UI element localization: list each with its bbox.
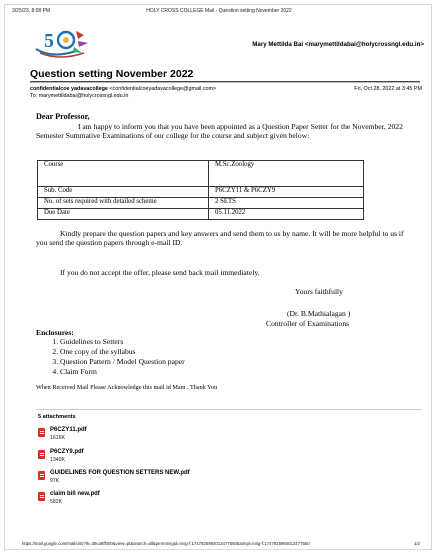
table-cell-label: Course <box>38 161 209 187</box>
course-details-table <box>37 160 364 220</box>
table-cell-value: 2 SETS <box>209 198 364 209</box>
letter-closing: Yours faithfully <box>295 287 343 296</box>
letter-paragraph-1: I am happy to inform you that you have been appointed as a Question Paper Setter for the November, 2022 Semester Summative Examinations of our college for the course and subject given below: <box>36 122 403 141</box>
pdf-icon <box>38 450 45 459</box>
attachments-count: 5 attachments <box>38 414 76 420</box>
attachment-size: 582K <box>50 499 63 505</box>
list-item: 2. One copy of the syllabus <box>60 347 185 357</box>
attachment-name[interactable]: GUIDELINES FOR QUESTION SETTERS NEW.pdf <box>50 470 190 476</box>
list-item: 3. Question Pattern / Model Question paper <box>60 357 185 367</box>
enclosures-list <box>48 337 185 377</box>
signatory-name: (Dr. B.Mathialagan ) <box>287 309 351 318</box>
enclosures-title: Enclosures: <box>36 328 74 337</box>
subject-divider-light <box>30 82 420 83</box>
attachment-size: 97K <box>50 478 60 484</box>
page-number: 1/2 <box>414 541 420 546</box>
print-title: HOLY CROSS COLLEGE Mail - Question setting November 2022 <box>146 8 292 14</box>
email-subject: Question setting November 2022 <box>30 68 194 80</box>
recipient-line: To: marymettildabai@holycrossngl.edu.in <box>30 93 129 99</box>
table-cell-value: P6CZY11 & P6CZY9 <box>209 187 364 198</box>
table-cell-value: M.Sc.Zoology <box>209 161 364 187</box>
letter-paragraph-2: Kindly prepare the question papers and key answers and send them to us by name. It will be more helpful to us if you send the question papers through e-mail ID. <box>36 229 404 248</box>
attachment-name[interactable]: claim bill new.pdf <box>50 491 100 497</box>
attachment-size: 1340K <box>50 457 66 463</box>
list-item: 4. Claim Form <box>60 367 185 377</box>
letter-greeting: Dear Professor, <box>36 112 90 121</box>
pdf-icon <box>38 492 45 501</box>
acknowledge-note: When Received Mail Please Acknowledge this mail id Mam . Thank You <box>36 384 218 391</box>
attachment-name[interactable]: P6CZY9.pdf <box>50 449 84 455</box>
message-date: Fri, Oct 28, 2022 at 3:45 PM <box>354 86 422 92</box>
attachments-divider <box>36 409 422 410</box>
account-name: Mary Mettilda Bai <marymettildabai@holycrossngl.edu.in> <box>252 41 424 48</box>
table-row <box>38 187 364 198</box>
table-cell-label: Sub. Code <box>38 187 209 198</box>
sender-line <box>30 86 216 92</box>
table-row <box>38 161 364 187</box>
table-row <box>38 209 364 220</box>
table-cell-label: No. of sets required with detailed scheme <box>38 198 209 209</box>
pdf-icon <box>38 471 45 480</box>
college-logo <box>32 25 100 61</box>
pdf-icon <box>38 428 45 437</box>
list-item: 1. Guidelines to Setters <box>60 337 185 347</box>
print-url: https://mail.google.com/mail/u/0/?ik=39ca8ff000&view=pt&search=all&permmsgid=msg-f:1747925984013477550&simpl=msg-f:1747925984013477550 <box>22 541 310 546</box>
sender-name: confidentialcoe yadavacollege <box>30 86 108 92</box>
table-cell-value: 05.11.2022 <box>209 209 364 220</box>
table-cell-label: Due Date <box>38 209 209 220</box>
signatory-designation: Controller of Examinations <box>266 319 350 328</box>
svg-text:5: 5 <box>44 30 54 52</box>
attachment-size: 1616K <box>50 435 66 441</box>
letter-paragraph-3: If you do not accept the offer, please send back mail immediately. <box>60 268 260 277</box>
attachment-name[interactable]: P6CZY11.pdf <box>50 427 87 433</box>
sender-email[interactable]: <confidentialcoeyadavacollege@gmail.com> <box>109 86 217 92</box>
print-date: 3/25/23, 8:08 PM <box>12 8 51 14</box>
table-row <box>38 198 364 209</box>
